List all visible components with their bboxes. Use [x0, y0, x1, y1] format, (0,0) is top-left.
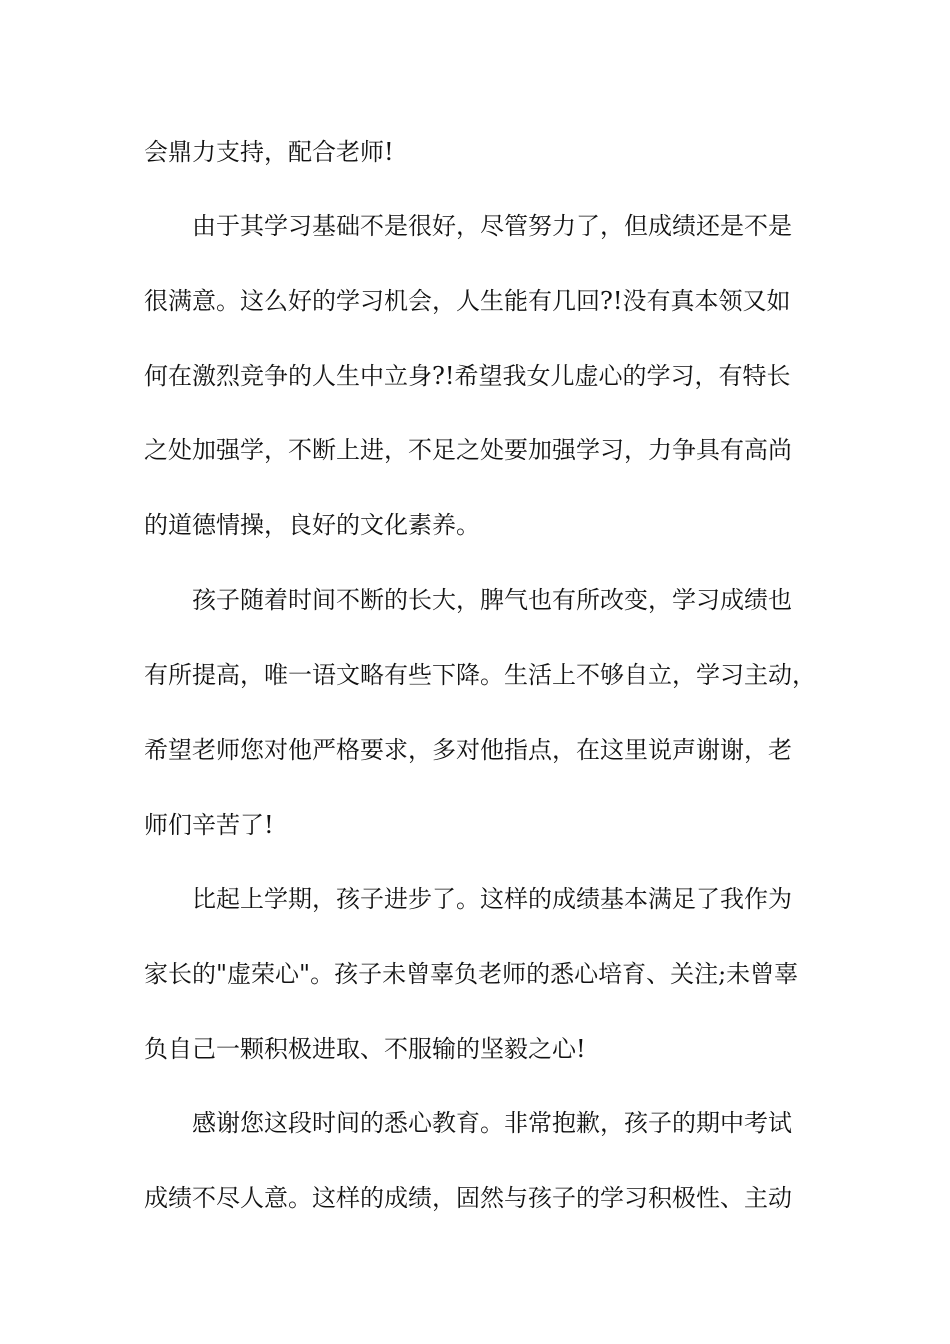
text-line: 成绩不尽人意。这样的成绩，固然与孩子的学习积极性、主动	[144, 1184, 792, 1212]
text-line: 家长的"虚荣心"。孩子未曾辜负老师的悉心培育、关注;未曾辜	[144, 960, 799, 988]
paragraph-start-line: 比起上学期，孩子进步了。这样的成绩基本满足了我作为	[144, 885, 792, 913]
text-line: 很满意。这么好的学习机会，人生能有几回?!没有真本领又如	[144, 287, 791, 315]
paragraph-start-line: 孩子随着时间不断的长大，脾气也有所改变，学习成绩也	[144, 586, 792, 614]
text-line: 负自己一颗积极进取、不服输的坚毅之心!	[144, 1035, 586, 1063]
text-line: 何在激烈竞争的人生中立身?!希望我女儿虚心的学习，有特长	[144, 362, 791, 390]
paragraph-start-line: 感谢您这段时间的悉心教育。非常抱歉，孩子的期中考试	[144, 1109, 792, 1137]
paragraph-start-line: 由于其学习基础不是很好，尽管努力了，但成绩还是不是	[144, 212, 792, 240]
text-line: 会鼎力支持，配合老师!	[144, 138, 394, 166]
text-line: 之处加强学，不断上进，不足之处要加强学习，力争具有高尚	[144, 436, 792, 464]
text-line: 有所提高，唯一语文略有些下降。生活上不够自立，学习主动，	[144, 661, 816, 689]
text-line: 希望老师您对他严格要求，多对他指点，在这里说声谢谢，老	[144, 736, 792, 764]
text-line: 师们辛苦了!	[144, 811, 274, 839]
text-line: 的道德情操，良好的文化素养。	[144, 511, 480, 539]
